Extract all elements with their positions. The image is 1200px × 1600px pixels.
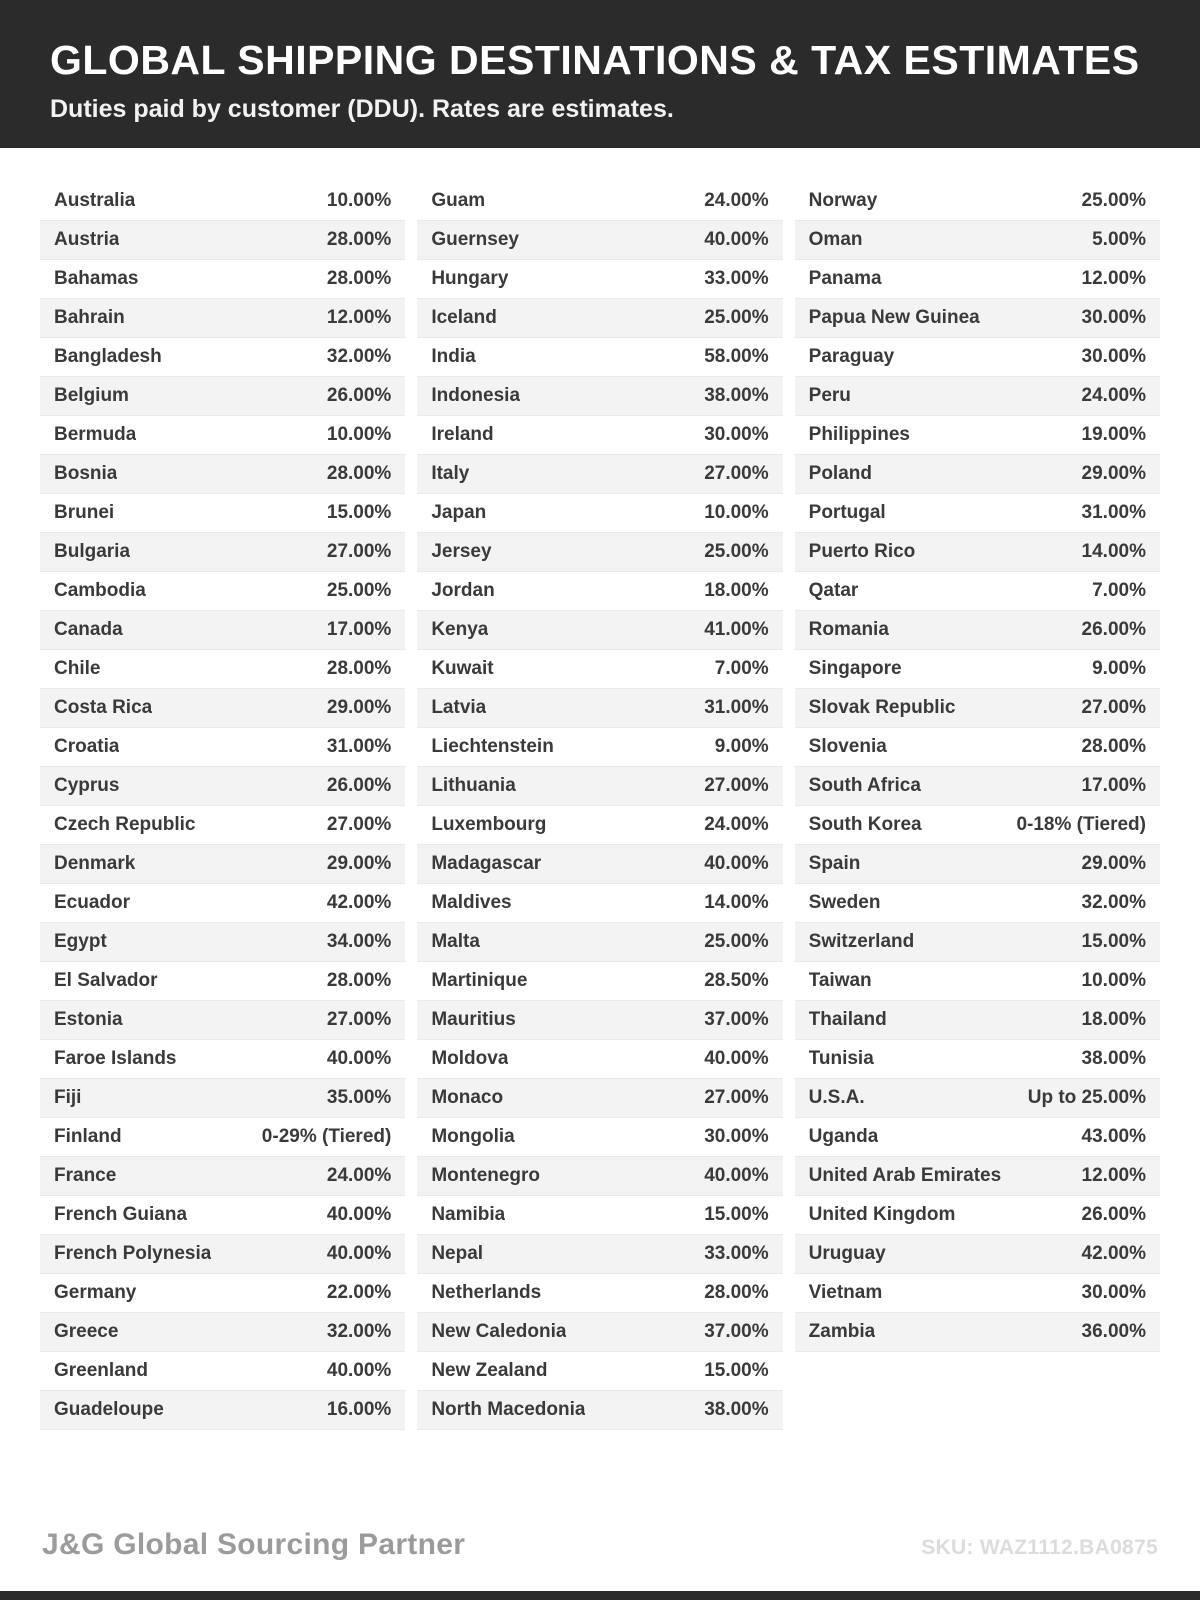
table-row xyxy=(795,611,1160,650)
country-label: Namibia xyxy=(431,1204,506,1225)
table-row xyxy=(40,533,405,572)
rate-value: 12.00% xyxy=(326,307,392,328)
table-row xyxy=(417,1079,782,1118)
country-label: Monaco xyxy=(431,1087,504,1108)
table-row xyxy=(417,1040,782,1079)
country-label: United Arab Emirates xyxy=(808,1165,1002,1186)
rate-value: 34.00% xyxy=(326,931,392,952)
table-row xyxy=(417,377,782,416)
table-row xyxy=(40,845,405,884)
rate-value: 28.00% xyxy=(326,970,392,991)
table-row xyxy=(40,884,405,923)
country-label: Switzerland xyxy=(808,931,915,952)
rate-value: 29.00% xyxy=(1081,853,1146,874)
country-label: Panama xyxy=(808,268,882,289)
country-label: Papua New Guinea xyxy=(808,307,980,328)
table-row xyxy=(795,923,1160,962)
table-row xyxy=(417,221,782,260)
rate-value: 42.00% xyxy=(326,892,392,913)
rate-value: 40.00% xyxy=(326,1204,392,1225)
table-row xyxy=(40,1079,405,1118)
table-row xyxy=(40,1313,405,1352)
table-row xyxy=(40,962,405,1001)
table-row xyxy=(795,1157,1160,1196)
country-label: Finland xyxy=(54,1126,122,1147)
rate-value: 30.00% xyxy=(1081,1282,1146,1303)
table-row xyxy=(417,1274,782,1313)
rate-value: 22.00% xyxy=(326,1282,392,1303)
brand-name: J&G Global Sourcing Partner xyxy=(42,1528,466,1561)
country-label: Mongolia xyxy=(431,1126,515,1147)
rate-value: 40.00% xyxy=(326,1048,392,1069)
country-label: France xyxy=(54,1165,117,1186)
table-row xyxy=(40,1352,405,1391)
rate-value: 24.00% xyxy=(1081,385,1146,406)
table-row xyxy=(40,1040,405,1079)
rate-value: 42.00% xyxy=(1081,1243,1146,1264)
rate-value: 26.00% xyxy=(1081,619,1146,640)
table-row xyxy=(795,1040,1160,1079)
rate-value: 25.00% xyxy=(704,931,769,952)
rate-value: 15.00% xyxy=(1081,931,1146,952)
country-label: Sweden xyxy=(808,892,881,913)
rate-value: 25.00% xyxy=(704,307,769,328)
rate-value: 40.00% xyxy=(704,229,769,250)
country-label: Kuwait xyxy=(431,658,494,679)
table-row xyxy=(417,650,782,689)
rate-value: 12.00% xyxy=(1081,1165,1146,1186)
rate-value: 18.00% xyxy=(1081,1009,1146,1030)
rate-value: 10.00% xyxy=(326,424,392,445)
rate-value: 27.00% xyxy=(704,463,769,484)
country-label: Bangladesh xyxy=(54,346,162,367)
table-row xyxy=(417,533,782,572)
rate-value: 24.00% xyxy=(704,814,769,835)
rate-value: 28.00% xyxy=(326,268,392,289)
table-row xyxy=(795,1079,1160,1118)
table-row xyxy=(40,1196,405,1235)
rate-value: 35.00% xyxy=(326,1087,392,1108)
page-title: GLOBAL SHIPPING DESTINATIONS & TAX ESTIMATES xyxy=(50,37,1140,83)
country-label: Maldives xyxy=(431,892,512,913)
country-label: Ecuador xyxy=(54,892,131,913)
table-row xyxy=(40,1274,405,1313)
country-label: Estonia xyxy=(54,1009,123,1030)
table-row xyxy=(417,689,782,728)
rate-value: 24.00% xyxy=(704,190,769,211)
country-label: Greece xyxy=(54,1321,119,1342)
country-label: New Zealand xyxy=(431,1360,548,1381)
table-row xyxy=(795,884,1160,923)
page-subtitle: Duties paid by customer (DDU). Rates are estimates. xyxy=(50,95,674,124)
rate-value: 30.00% xyxy=(1081,346,1146,367)
country-label: Indonesia xyxy=(431,385,521,406)
country-label: Costa Rica xyxy=(54,697,153,718)
table-row xyxy=(40,221,405,260)
rate-value: 7.00% xyxy=(714,658,769,679)
table-row xyxy=(417,962,782,1001)
table-row xyxy=(40,1001,405,1040)
table-row xyxy=(417,182,782,221)
table-row xyxy=(795,221,1160,260)
table-row xyxy=(795,689,1160,728)
table-row xyxy=(417,494,782,533)
table-row xyxy=(40,728,405,767)
rate-value: 38.00% xyxy=(704,1399,769,1420)
country-label: Tunisia xyxy=(808,1048,874,1069)
country-label: Fiji xyxy=(54,1087,82,1108)
rate-value: 29.00% xyxy=(326,853,392,874)
country-label: Uruguay xyxy=(808,1243,886,1264)
country-label: French Guiana xyxy=(54,1204,188,1225)
country-label: Vietnam xyxy=(808,1282,883,1303)
table-row xyxy=(417,338,782,377)
rate-value: 10.00% xyxy=(704,502,769,523)
country-label: Guadeloupe xyxy=(54,1399,164,1420)
country-label: Iceland xyxy=(431,307,497,328)
country-label: Nepal xyxy=(431,1243,484,1264)
country-label: Peru xyxy=(808,385,851,406)
country-label: Romania xyxy=(808,619,889,640)
rate-value: 40.00% xyxy=(326,1243,392,1264)
rate-value: 29.00% xyxy=(1081,463,1146,484)
rate-value: 32.00% xyxy=(326,1321,392,1342)
country-label: Canada xyxy=(54,619,123,640)
rate-value: 25.00% xyxy=(704,541,769,562)
country-label: Bahrain xyxy=(54,307,125,328)
country-label: Taiwan xyxy=(808,970,872,991)
country-label: Spain xyxy=(808,853,861,874)
rate-value: 0-18% (Tiered) xyxy=(1016,814,1146,835)
table-row xyxy=(795,338,1160,377)
table-row xyxy=(40,572,405,611)
country-label: Qatar xyxy=(808,580,859,601)
table-row xyxy=(795,494,1160,533)
table-row xyxy=(795,1118,1160,1157)
rate-value: 30.00% xyxy=(1081,307,1146,328)
rate-value: 27.00% xyxy=(326,541,392,562)
table-row xyxy=(417,728,782,767)
table-row xyxy=(40,455,405,494)
table-row xyxy=(417,767,782,806)
country-label: U.S.A. xyxy=(808,1087,865,1108)
rate-value: 16.00% xyxy=(326,1399,392,1420)
country-label: Guam xyxy=(431,190,486,211)
rate-value: 43.00% xyxy=(1081,1126,1146,1147)
tax-table xyxy=(0,148,1200,1430)
rate-value: 38.00% xyxy=(704,385,769,406)
country-label: Chile xyxy=(54,658,101,679)
table-row xyxy=(417,416,782,455)
table-row xyxy=(795,1196,1160,1235)
country-label: Luxembourg xyxy=(431,814,547,835)
table-row xyxy=(795,845,1160,884)
table-row xyxy=(417,260,782,299)
rate-value: Up to 25.00% xyxy=(1027,1087,1146,1108)
rate-value: 40.00% xyxy=(326,1360,392,1381)
rate-value: 15.00% xyxy=(326,502,392,523)
rate-value: 27.00% xyxy=(1081,697,1146,718)
country-label: Germany xyxy=(54,1282,137,1303)
country-label: Madagascar xyxy=(431,853,542,874)
country-label: United Kingdom xyxy=(808,1204,956,1225)
table-row xyxy=(417,455,782,494)
table-row xyxy=(795,650,1160,689)
table-row xyxy=(795,533,1160,572)
rate-value: 12.00% xyxy=(1081,268,1146,289)
rate-value: 28.00% xyxy=(326,229,392,250)
country-label: Thailand xyxy=(808,1009,887,1030)
table-row xyxy=(795,182,1160,221)
rate-value: 26.00% xyxy=(1081,1204,1146,1225)
country-label: Zambia xyxy=(808,1321,876,1342)
table-row xyxy=(417,1352,782,1391)
table-row xyxy=(795,416,1160,455)
country-label: Faroe Islands xyxy=(54,1048,177,1069)
country-label: Hungary xyxy=(431,268,509,289)
country-label: Lithuania xyxy=(431,775,516,796)
rate-value: 14.00% xyxy=(704,892,769,913)
rate-value: 40.00% xyxy=(704,1165,769,1186)
country-label: Montenegro xyxy=(431,1165,541,1186)
table-row xyxy=(417,299,782,338)
country-label: Bermuda xyxy=(54,424,137,445)
table-row xyxy=(795,260,1160,299)
rate-value: 10.00% xyxy=(326,190,392,211)
country-label: Portugal xyxy=(808,502,886,523)
table-row xyxy=(40,923,405,962)
country-label: Ireland xyxy=(431,424,494,445)
country-label: Puerto Rico xyxy=(808,541,916,562)
rate-value: 33.00% xyxy=(704,1243,769,1264)
country-label: Bosnia xyxy=(54,463,118,484)
table-row xyxy=(417,1391,782,1430)
table-row xyxy=(795,962,1160,1001)
table-row xyxy=(417,1157,782,1196)
rate-value: 27.00% xyxy=(326,814,392,835)
table-row xyxy=(795,299,1160,338)
rate-value: 32.00% xyxy=(1081,892,1146,913)
rate-value: 15.00% xyxy=(704,1360,769,1381)
country-label: El Salvador xyxy=(54,970,158,991)
table-row xyxy=(795,1313,1160,1352)
table-row xyxy=(417,1001,782,1040)
country-label: Liechtenstein xyxy=(431,736,554,757)
sku-label: SKU: WAZ1112.BA0875 xyxy=(921,1536,1158,1559)
rate-value: 5.00% xyxy=(1092,229,1146,250)
country-label: Jordan xyxy=(431,580,495,601)
table-row xyxy=(417,1313,782,1352)
table-row xyxy=(40,1235,405,1274)
rate-value: 31.00% xyxy=(326,736,392,757)
country-label: Latvia xyxy=(431,697,487,718)
table-row xyxy=(795,728,1160,767)
rate-value: 28.00% xyxy=(1081,736,1146,757)
bottom-accent-bar xyxy=(0,1591,1200,1600)
rate-value: 32.00% xyxy=(326,346,392,367)
country-label: Singapore xyxy=(808,658,902,679)
page-header xyxy=(0,0,1200,148)
country-label: South Africa xyxy=(808,775,921,796)
country-label: Mauritius xyxy=(431,1009,516,1030)
table-row xyxy=(795,377,1160,416)
rate-value: 30.00% xyxy=(704,1126,769,1147)
table-row xyxy=(40,689,405,728)
country-label: Cambodia xyxy=(54,580,146,601)
rate-value: 58.00% xyxy=(704,346,769,367)
country-label: New Caledonia xyxy=(431,1321,567,1342)
table-row xyxy=(795,1274,1160,1313)
rate-value: 14.00% xyxy=(1081,541,1146,562)
rate-value: 28.00% xyxy=(326,463,392,484)
table-row xyxy=(417,806,782,845)
table-row xyxy=(417,1118,782,1157)
rate-value: 25.00% xyxy=(1081,190,1146,211)
country-label: Guernsey xyxy=(431,229,519,250)
rate-value: 7.00% xyxy=(1092,580,1146,601)
country-label: Uganda xyxy=(808,1126,879,1147)
rate-value: 41.00% xyxy=(704,619,769,640)
rate-value: 24.00% xyxy=(326,1165,392,1186)
rate-value: 30.00% xyxy=(704,424,769,445)
table-row xyxy=(417,884,782,923)
country-label: Belgium xyxy=(54,385,129,406)
country-label: Japan xyxy=(431,502,487,523)
rate-value: 25.00% xyxy=(326,580,392,601)
rate-value: 28.50% xyxy=(704,970,769,991)
table-row xyxy=(40,1391,405,1430)
rate-value: 9.00% xyxy=(714,736,769,757)
table-row xyxy=(417,1235,782,1274)
table-row xyxy=(40,611,405,650)
country-label: Italy xyxy=(431,463,470,484)
table-row xyxy=(40,1157,405,1196)
table-row xyxy=(795,767,1160,806)
country-label: Poland xyxy=(808,463,872,484)
rate-value: 40.00% xyxy=(704,853,769,874)
rate-value: 18.00% xyxy=(704,580,769,601)
rate-value: 17.00% xyxy=(326,619,392,640)
country-label: Bulgaria xyxy=(54,541,131,562)
country-label: Jersey xyxy=(431,541,492,562)
table-row xyxy=(40,1118,405,1157)
rate-value: 17.00% xyxy=(1081,775,1146,796)
table-row xyxy=(795,572,1160,611)
rate-value: 31.00% xyxy=(1081,502,1146,523)
country-label: Kenya xyxy=(431,619,489,640)
table-row xyxy=(417,611,782,650)
rate-value: 15.00% xyxy=(704,1204,769,1225)
rate-value: 31.00% xyxy=(704,697,769,718)
rate-value: 33.00% xyxy=(704,268,769,289)
country-label: Slovenia xyxy=(808,736,887,757)
tax-table-column-1 xyxy=(40,182,405,1430)
table-row xyxy=(40,338,405,377)
table-row xyxy=(417,1196,782,1235)
country-label: North Macedonia xyxy=(431,1399,586,1420)
table-row xyxy=(40,650,405,689)
rate-value: 37.00% xyxy=(704,1009,769,1030)
country-label: Brunei xyxy=(54,502,115,523)
rate-value: 36.00% xyxy=(1081,1321,1146,1342)
table-row xyxy=(40,377,405,416)
table-row xyxy=(417,923,782,962)
country-label: Martinique xyxy=(431,970,528,991)
rate-value: 37.00% xyxy=(704,1321,769,1342)
rate-value: 9.00% xyxy=(1092,658,1146,679)
table-row xyxy=(40,299,405,338)
country-label: Slovak Republic xyxy=(808,697,956,718)
table-row xyxy=(40,494,405,533)
country-label: South Korea xyxy=(808,814,922,835)
country-label: Moldova xyxy=(431,1048,509,1069)
rate-value: 27.00% xyxy=(326,1009,392,1030)
country-label: Philippines xyxy=(808,424,911,445)
country-label: French Polynesia xyxy=(54,1243,212,1264)
country-label: Czech Republic xyxy=(54,814,196,835)
table-row xyxy=(40,416,405,455)
table-row xyxy=(795,1235,1160,1274)
table-row xyxy=(40,182,405,221)
table-row xyxy=(40,260,405,299)
table-row xyxy=(417,845,782,884)
country-label: Australia xyxy=(54,190,136,211)
country-label: Cyprus xyxy=(54,775,120,796)
table-row xyxy=(795,1001,1160,1040)
country-label: Croatia xyxy=(54,736,120,757)
rate-value: 0-29% (Tiered) xyxy=(261,1126,392,1147)
country-label: Oman xyxy=(808,229,863,250)
country-label: Norway xyxy=(808,190,878,211)
country-label: Egypt xyxy=(54,931,107,952)
tax-table-column-2 xyxy=(417,182,782,1430)
country-label: Greenland xyxy=(54,1360,148,1381)
tax-table-column-3 xyxy=(795,182,1160,1352)
rate-value: 27.00% xyxy=(704,775,769,796)
table-row xyxy=(40,767,405,806)
country-label: Bahamas xyxy=(54,268,139,289)
country-label: Paraguay xyxy=(808,346,895,367)
rate-value: 19.00% xyxy=(1081,424,1146,445)
table-row xyxy=(40,806,405,845)
page-footer xyxy=(0,1528,1200,1562)
country-label: India xyxy=(431,346,476,367)
rate-value: 28.00% xyxy=(326,658,392,679)
country-label: Malta xyxy=(431,931,480,952)
rate-value: 27.00% xyxy=(704,1087,769,1108)
table-row xyxy=(417,572,782,611)
table-row xyxy=(795,455,1160,494)
country-label: Denmark xyxy=(54,853,136,874)
table-row xyxy=(795,806,1160,845)
rate-value: 29.00% xyxy=(326,697,392,718)
country-label: Netherlands xyxy=(431,1282,542,1303)
rate-value: 26.00% xyxy=(326,775,392,796)
country-label: Austria xyxy=(54,229,120,250)
rate-value: 10.00% xyxy=(1081,970,1146,991)
rate-value: 28.00% xyxy=(704,1282,769,1303)
rate-value: 38.00% xyxy=(1081,1048,1146,1069)
rate-value: 40.00% xyxy=(704,1048,769,1069)
rate-value: 26.00% xyxy=(326,385,392,406)
